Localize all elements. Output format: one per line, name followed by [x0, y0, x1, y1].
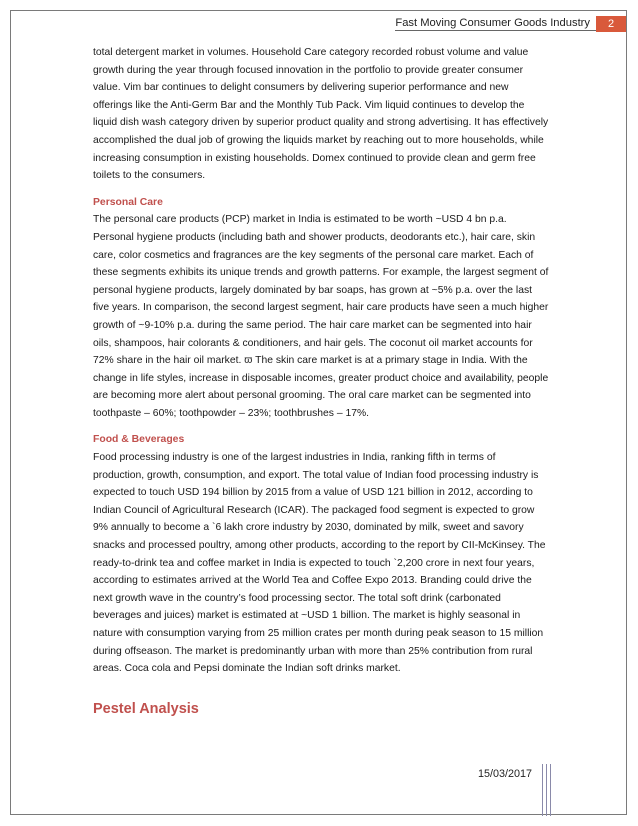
- footer-date: 15/03/2017: [478, 768, 533, 780]
- personal-care-paragraph: The personal care products (PCP) market in India is estimated to be worth ~USD 4 bn p.a. Personal hygiene products (including bath and shower products, deodorants etc.), hair care, skin care, color cosmetics and fragrances are the key segments of the personal care market. Each of these segments exhibits its unique trends and growth patterns. For example, the largest segment of personal hygiene products, largely dominated by bar soaps, has grown at ~5% p.a. over the last five years. In comparison, the second largest segment, hair care products have seen a much higher growth of ~9-10% p.a. during the same period. The hair care market can be segmented into hair oils, shampoos, hair colorants & conditioners, and hair gels. The coconut oil market accounts for 72% share in the hair oil market. ϖ The skin care market is at a primary stage in India. With the change in life styles, increase in disposable incomes, greater product choice and availability, people are becoming more alert about personal grooming. The oral care market can be segmented into toothpaste – 60%; toothpowder – 23%; toothbrushes – 17%.: [93, 214, 549, 419]
- food-beverages-paragraph: Food processing industry is one of the largest industries in India, ranking fifth in terms of production, growth, consumption, and export. The total value of Indian food processing industry is expected to touch USD 194 billion by 2015 from a value of USD 121 billion in 2012, according to Indian Council of Agricultural Research (ICAR). The packaged food segment is expected to grow 9% annually to become a `6 lakh crore industry by 2030, dominated by milk, sweet and savory snacks and processed poultry, among other products, according to the report by CII-McKinsey. The ready-to-drink tea and coffee market in India is expected to touch `2,200 crore in next four years, according to estimates arrived at the World Tea and Coffee Expo 2013. Branding could drive the next growth wave in the country’s food processing sector. The total soft drink (carbonated beverages and juices) market is estimated at ~USD 1 billion. The market is highly seasonal in nature with consumption varying from 25 million crates per month during peak season to 15 million during offseason. The market is predominantly urban with more than 25% contribution from rural areas. Coca cola and Pepsi dominate the Indian soft drinks market.: [93, 452, 546, 675]
- personal-care-heading: Personal Care: [93, 196, 163, 208]
- spacer: [93, 185, 549, 194]
- header-title: Fast Moving Consumer Goods Industry: [395, 17, 596, 31]
- pestel-heading: Pestel Analysis: [93, 701, 199, 717]
- page-number-badge: 2: [596, 16, 626, 32]
- food-beverages-heading: Food & Beverages: [93, 434, 185, 446]
- page-header: [395, 16, 626, 32]
- footer-decorative-lines: [542, 764, 554, 816]
- intro-paragraph: total detergent market in volumes. Household Care category recorded robust volume and value growth during the year through focused innovation in the portfolio to provide greater consumer value. Vim bar continues to delight consumers by delivering superior performance and new offerings like the Anti-Germ Bar and the Monthly Tub Pack. Vim liquid continues to develop the liquid dish wash category driven by superior product quality and strong advertising. It has effectively accomplished the dual job of growing the liquids market by reaching out to more households, while increasing consumption in existing households. Domex continued to provide clean and germ free toilets to the consumers.: [93, 47, 549, 182]
- spacer: [93, 422, 549, 431]
- document-body: [93, 44, 549, 678]
